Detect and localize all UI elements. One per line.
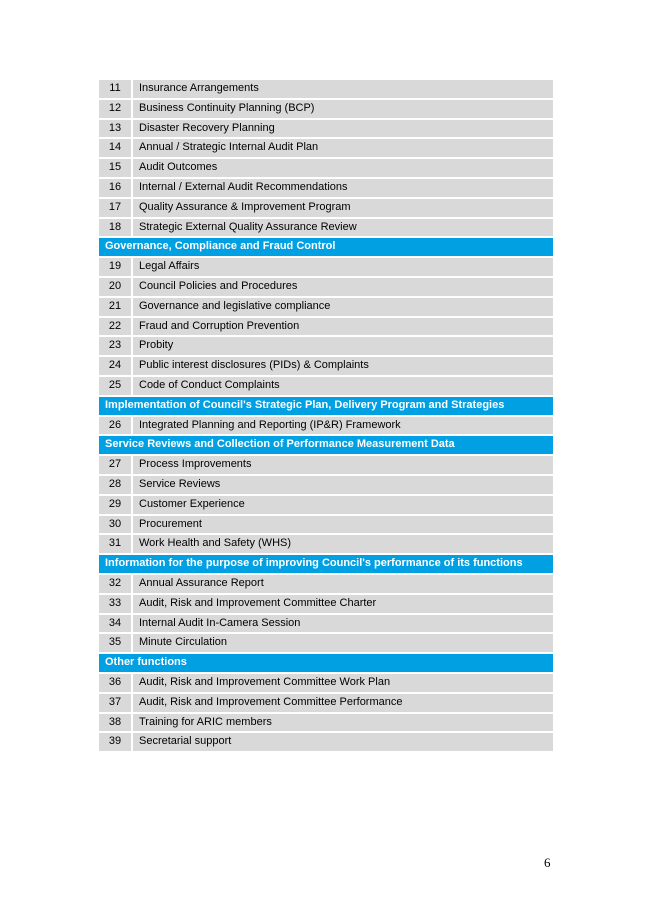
table-row: [99, 417, 553, 435]
row-number: 16: [99, 179, 133, 197]
table-row: [99, 714, 553, 732]
row-number: 24: [99, 357, 133, 375]
table-row: [99, 694, 553, 712]
row-number: 26: [99, 417, 133, 435]
row-number: 39: [99, 733, 133, 751]
table-row: [99, 357, 553, 375]
table-row: [99, 258, 553, 276]
row-number: 25: [99, 377, 133, 395]
row-number: 21: [99, 298, 133, 316]
table-row: [99, 516, 553, 534]
section-header-row: [99, 238, 553, 256]
row-number: 14: [99, 139, 133, 157]
table-row: [99, 179, 553, 197]
row-number: 20: [99, 278, 133, 296]
table-row: [99, 100, 553, 118]
section-header-label: Governance, Compliance and Fraud Control: [99, 238, 553, 256]
section-header-row: [99, 397, 553, 415]
functions-table: [99, 78, 553, 753]
row-label: Public interest disclosures (PIDs) & Complaints: [133, 357, 553, 375]
row-number: 30: [99, 516, 133, 534]
row-number: 28: [99, 476, 133, 494]
section-header-label: Implementation of Council's Strategic Plan, Delivery Program and Strategies: [99, 397, 553, 415]
table-row: [99, 733, 553, 751]
row-label: Governance and legislative compliance: [133, 298, 553, 316]
table-row: [99, 634, 553, 652]
row-number: 29: [99, 496, 133, 514]
row-number: 35: [99, 634, 133, 652]
row-number: 33: [99, 595, 133, 613]
table-row: [99, 159, 553, 177]
row-number: 13: [99, 120, 133, 138]
row-label: Fraud and Corruption Prevention: [133, 318, 553, 336]
functions-table-body: [99, 80, 553, 751]
section-header-row: [99, 436, 553, 454]
row-label: Strategic External Quality Assurance Review: [133, 219, 553, 237]
row-label: Secretarial support: [133, 733, 553, 751]
table-row: [99, 377, 553, 395]
row-label: Procurement: [133, 516, 553, 534]
table-row: [99, 535, 553, 553]
table-row: [99, 318, 553, 336]
row-number: 37: [99, 694, 133, 712]
table-row: [99, 575, 553, 593]
row-label: Annual / Strategic Internal Audit Plan: [133, 139, 553, 157]
table-row: [99, 337, 553, 355]
row-number: 32: [99, 575, 133, 593]
table-row: [99, 80, 553, 98]
section-header-label: Information for the purpose of improving Council's performance of its functions: [99, 555, 553, 573]
row-label: Business Continuity Planning (BCP): [133, 100, 553, 118]
row-label: Quality Assurance & Improvement Program: [133, 199, 553, 217]
row-number: 15: [99, 159, 133, 177]
row-label: Work Health and Safety (WHS): [133, 535, 553, 553]
table-row: [99, 298, 553, 316]
row-number: 12: [99, 100, 133, 118]
row-label: Service Reviews: [133, 476, 553, 494]
row-label: Training for ARIC members: [133, 714, 553, 732]
row-number: 18: [99, 219, 133, 237]
row-number: 17: [99, 199, 133, 217]
table-row: [99, 199, 553, 217]
table-row: [99, 476, 553, 494]
row-label: Audit, Risk and Improvement Committee Performance: [133, 694, 553, 712]
section-header-row: [99, 654, 553, 672]
row-label: Audit Outcomes: [133, 159, 553, 177]
row-label: Probity: [133, 337, 553, 355]
table-row: [99, 595, 553, 613]
row-label: Minute Circulation: [133, 634, 553, 652]
table-row: [99, 120, 553, 138]
row-number: 34: [99, 615, 133, 633]
table-row: [99, 615, 553, 633]
section-header-label: Service Reviews and Collection of Performance Measurement Data: [99, 436, 553, 454]
table-row: [99, 674, 553, 692]
row-label: Internal / External Audit Recommendations: [133, 179, 553, 197]
row-label: Audit, Risk and Improvement Committee Charter: [133, 595, 553, 613]
table-row: [99, 278, 553, 296]
row-number: 36: [99, 674, 133, 692]
row-number: 27: [99, 456, 133, 474]
row-label: Integrated Planning and Reporting (IP&R) Framework: [133, 417, 553, 435]
page-number: 6: [544, 855, 551, 870]
row-label: Council Policies and Procedures: [133, 278, 553, 296]
row-label: Code of Conduct Complaints: [133, 377, 553, 395]
row-label: Process Improvements: [133, 456, 553, 474]
table-row: [99, 496, 553, 514]
row-label: Insurance Arrangements: [133, 80, 553, 98]
row-number: 38: [99, 714, 133, 732]
row-label: Legal Affairs: [133, 258, 553, 276]
row-number: 11: [99, 80, 133, 98]
row-label: Annual Assurance Report: [133, 575, 553, 593]
table-row: [99, 219, 553, 237]
row-number: 23: [99, 337, 133, 355]
row-label: Internal Audit In-Camera Session: [133, 615, 553, 633]
row-number: 22: [99, 318, 133, 336]
row-label: Customer Experience: [133, 496, 553, 514]
table-row: [99, 456, 553, 474]
section-header-label: Other functions: [99, 654, 553, 672]
row-label: Audit, Risk and Improvement Committee Work Plan: [133, 674, 553, 692]
section-header-row: [99, 555, 553, 573]
row-label: Disaster Recovery Planning: [133, 120, 553, 138]
table-row: [99, 139, 553, 157]
row-number: 31: [99, 535, 133, 553]
row-number: 19: [99, 258, 133, 276]
